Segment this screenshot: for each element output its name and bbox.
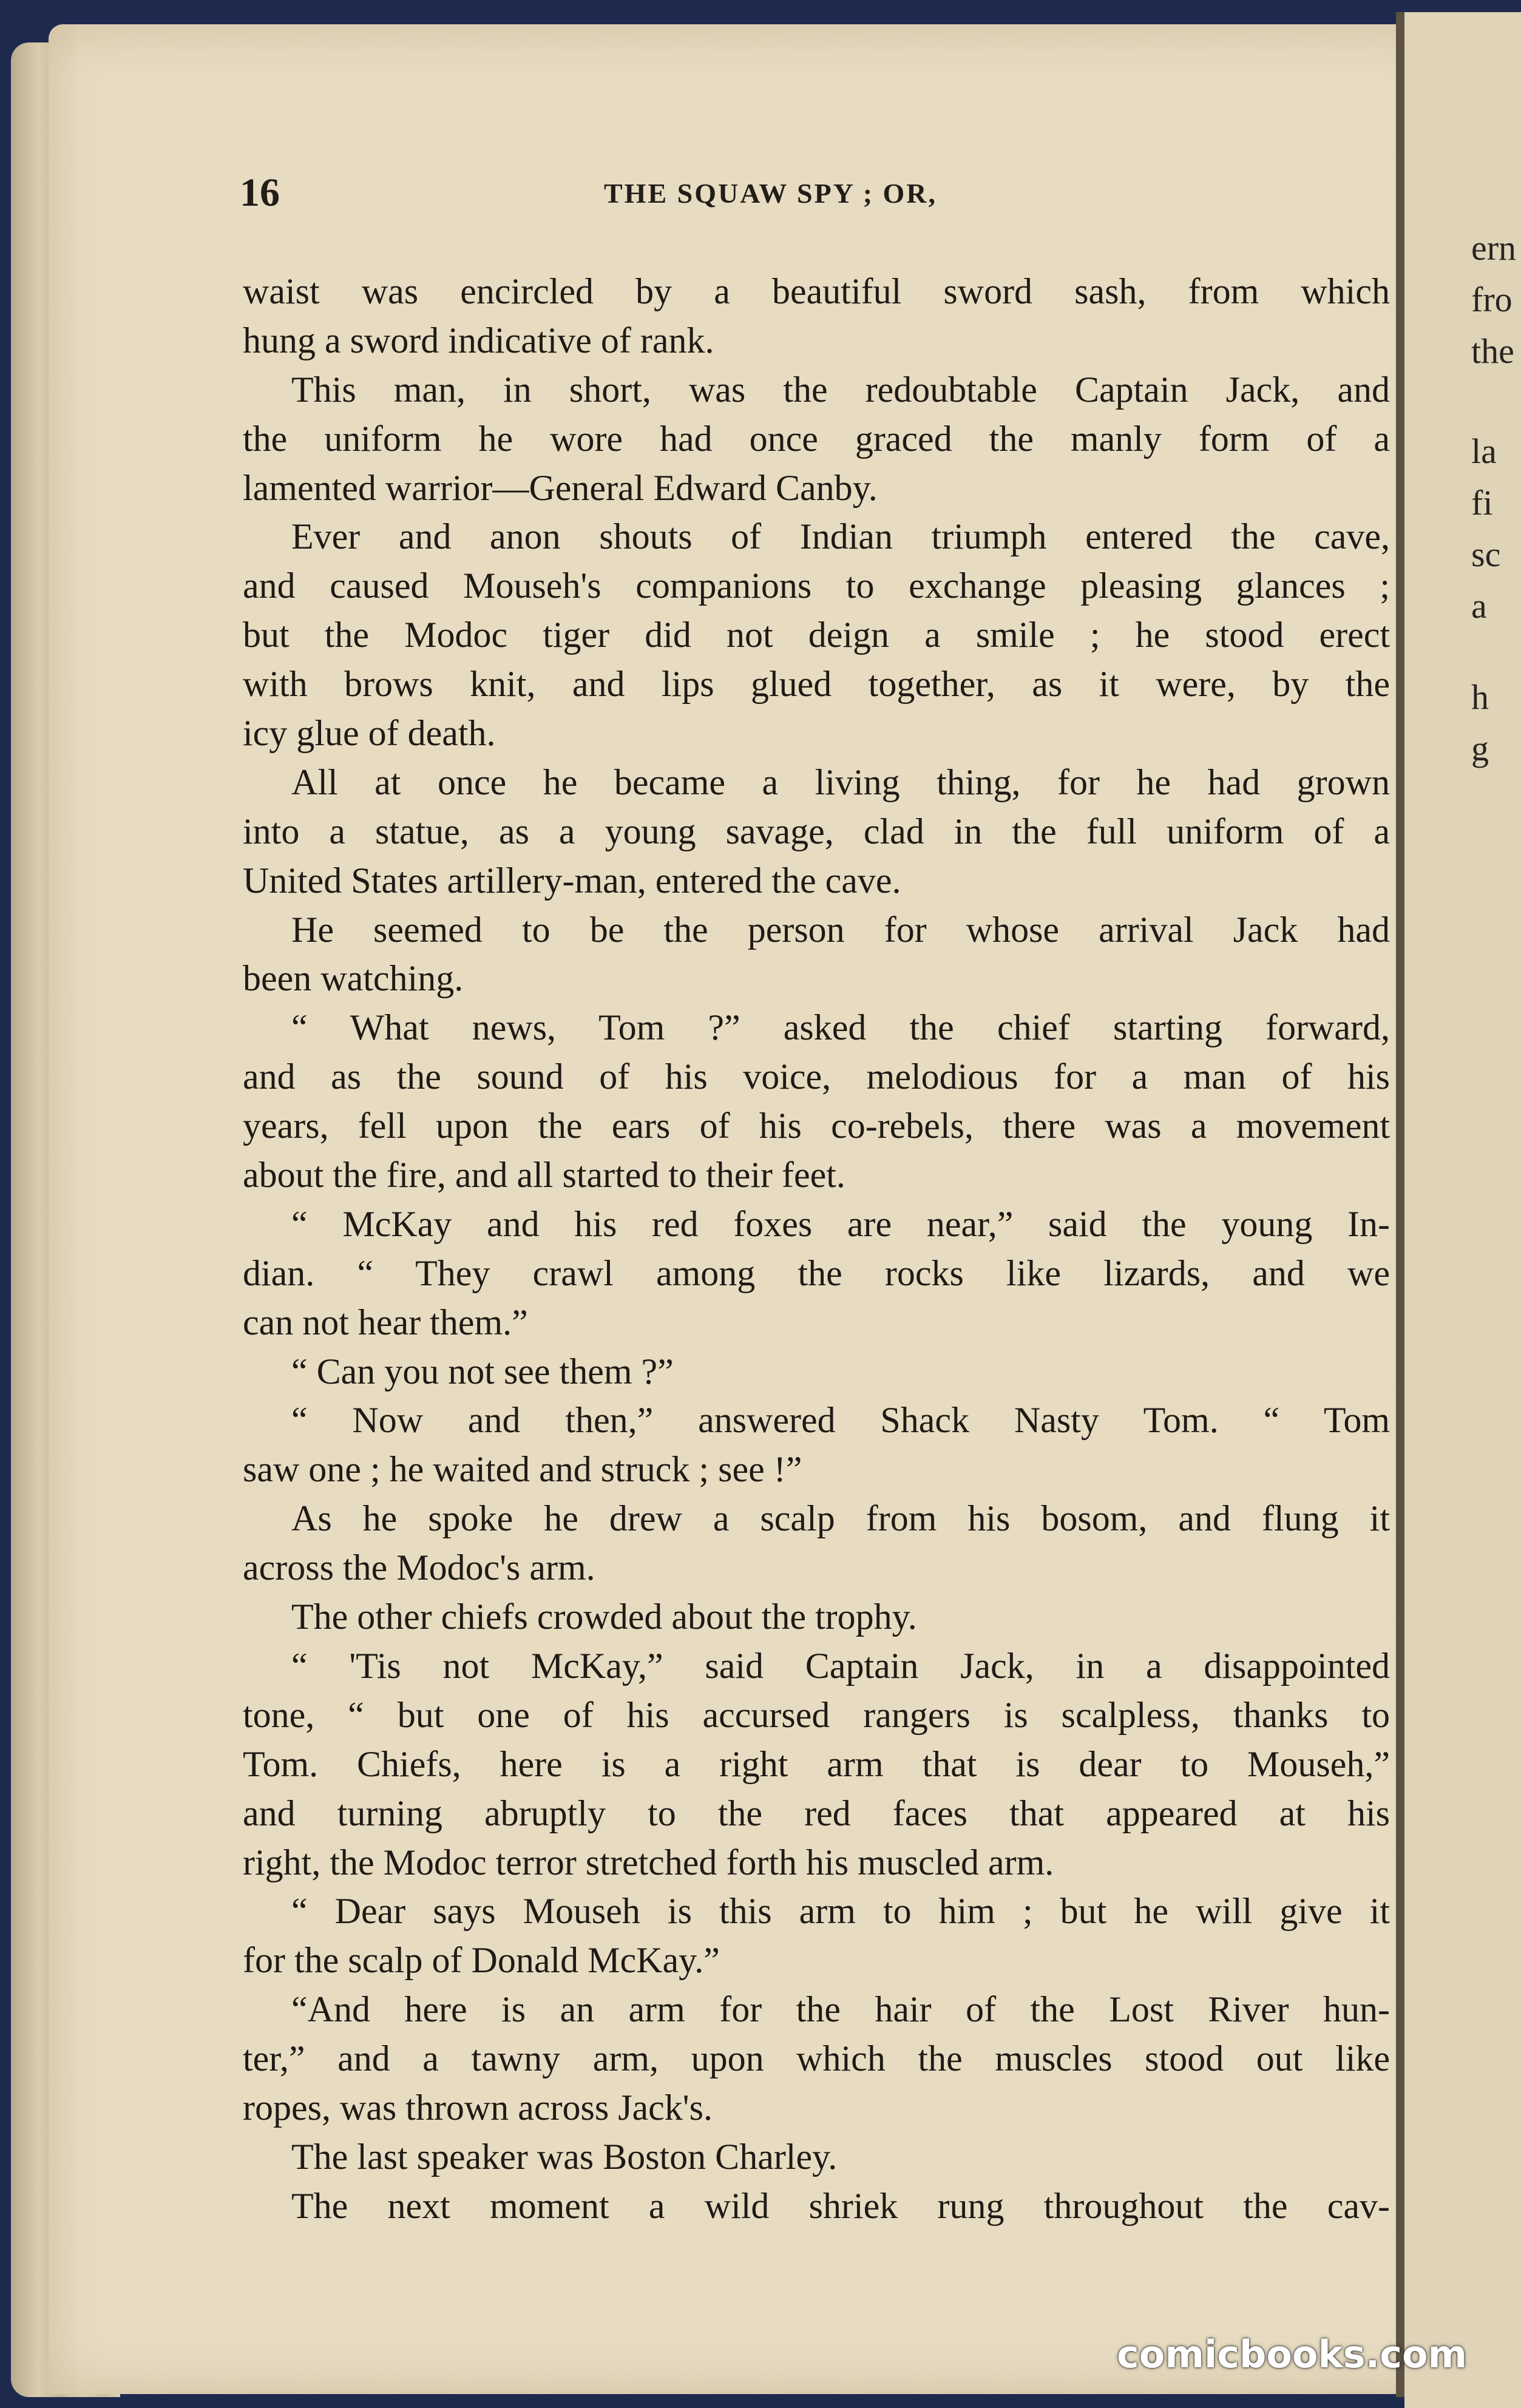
text-line: icy glue of death. [243, 713, 496, 754]
text-line: ropes, was thrown across Jack's. [243, 2087, 713, 2128]
text-line: and caused Mouseh's companions to exchange pleasing glances ; [243, 566, 1390, 606]
text-line: been watching. [243, 958, 464, 999]
text-line: with brows knit, and lips glued together, as it were, by the [243, 664, 1390, 705]
text-line: United States artillery-man, entered the cave. [243, 860, 901, 901]
text-line: tone, “ but one of his accursed rangers is scalpless, thanks to [243, 1694, 1390, 1735]
text-line: ter,” and a tawny arm, upon which the muscles stood out like [243, 2038, 1390, 2079]
text-line: across the Modoc's arm. [243, 1547, 595, 1588]
text-line: the uniform he wore had once graced the manly form of a [243, 418, 1390, 459]
text-line: All at once he became a living thing, for he had grown [291, 762, 1390, 802]
facing-page-fragment: a [1471, 586, 1487, 626]
facing-page-fragment: ern [1471, 228, 1517, 268]
text-line: “ Now and then,” answered Shack Nasty Tom. “ Tom [291, 1400, 1390, 1441]
text-line: hung a sword indicative of rank. [243, 320, 714, 360]
facing-page-edge [1404, 12, 1521, 2408]
book-gutter [1396, 12, 1404, 2397]
text-line: years, fell upon the ears of his co-rebels, there was a movement [243, 1106, 1390, 1146]
text-line: “ Can you not see them ?” [291, 1351, 674, 1392]
page-number: 16 [240, 171, 280, 215]
text-line: “ What news, Tom ?” asked the chief starting forward, [291, 1007, 1390, 1048]
facing-page-fragment: fro [1471, 280, 1513, 319]
text-line: right, the Modoc terror stretched forth his muscled arm. [243, 1842, 1054, 1882]
facing-page-fragment: g [1471, 729, 1489, 768]
text-line: Tom. Chiefs, here is a right arm that is dear to Mouseh,” [243, 1743, 1390, 1784]
facing-page-fragment: sc [1471, 535, 1501, 574]
text-line: dian. “ They crawl among the rocks like lizards, and we [243, 1253, 1390, 1293]
text-line: for the scalp of Donald McKay.” [243, 1940, 720, 1981]
running-title: THE SQUAW SPY ; OR, [604, 178, 938, 209]
text-line: He seemed to be the person for whose arrival Jack had [291, 909, 1390, 950]
text-line: about the fire, and all started to their feet. [243, 1155, 845, 1196]
text-line: and as the sound of his voice, melodious for a man of his [243, 1057, 1390, 1097]
text-line: “ Dear says Mouseh is this arm to him ; but he will give it [291, 1891, 1390, 1932]
text-line: into a statue, as a young savage, clad in the full uniform of a [243, 811, 1390, 851]
text-line: “And here is an arm for the hair of the Lost River hun- [291, 1989, 1390, 2030]
text-line: This man, in short, was the redoubtable Captain Jack, and [291, 369, 1390, 410]
text-line: The other chiefs crowded about the trophy. [291, 1597, 917, 1637]
text-line: The next moment a wild shriek rung throughout the cav- [291, 2185, 1390, 2226]
text-line: Ever and anon shouts of Indian triumph entered the cave, [291, 516, 1390, 557]
text-line: “ McKay and his red foxes are near,” said the young In- [291, 1203, 1390, 1244]
text-line: “ 'Tis not McKay,” said Captain Jack, in a disappointed [291, 1645, 1390, 1686]
facing-page-fragment: the [1471, 331, 1514, 371]
facing-page-fragment: h [1471, 677, 1489, 717]
text-line: The last speaker was Boston Charley. [291, 2136, 838, 2177]
text-line: can not hear them.” [243, 1302, 528, 1342]
facing-page-fragment: fi [1471, 483, 1493, 523]
body-text [243, 267, 1390, 2231]
text-line: waist was encircled by a beautiful sword sash, from which [243, 271, 1390, 311]
text-line: saw one ; he waited and struck ; see !” [243, 1449, 802, 1490]
facing-page-fragment: la [1471, 431, 1497, 471]
text-line: As he spoke he drew a scalp from his bosom, and flung it [291, 1498, 1390, 1539]
text-line: and turning abruptly to the red faces that appeared at his [243, 1793, 1390, 1833]
text-line: lamented warrior—General Edward Canby. [243, 467, 878, 508]
page-header [240, 170, 1393, 225]
text-line: but the Modoc tiger did not deign a smile ; he stood erect [243, 615, 1390, 655]
watermark: comicbooks.com [1117, 2332, 1468, 2376]
